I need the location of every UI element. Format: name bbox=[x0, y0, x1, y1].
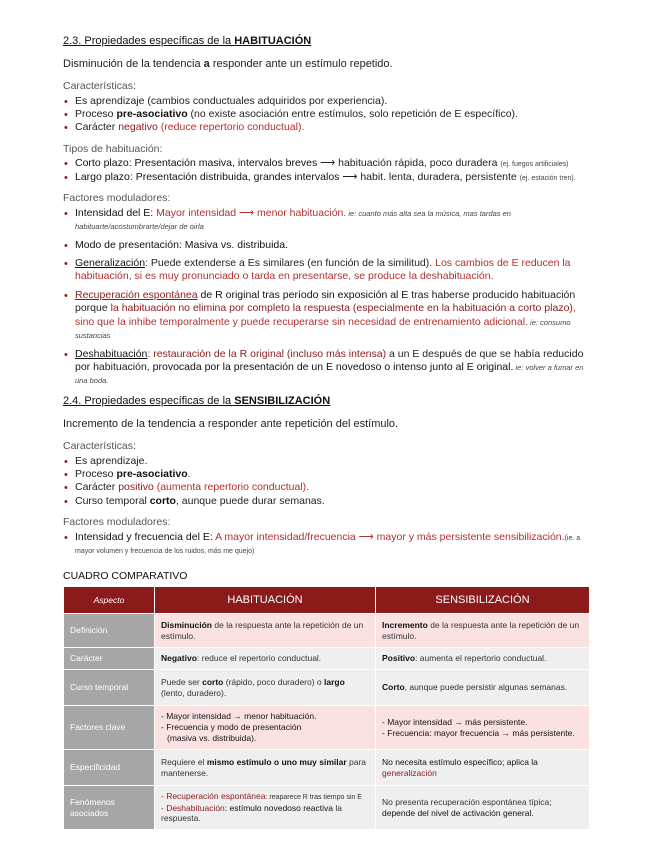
row-label: Especificidad bbox=[64, 750, 155, 786]
list-item: • Es aprendizaje (cambios conductuales adquiridos por experiencia). bbox=[63, 95, 593, 108]
list-item: • Proceso pre-asociativo (no existe asociación entre estímulos, solo repetición de E específico). bbox=[63, 108, 593, 121]
list-item: • Intensidad y frecuencia del E: A mayor intensidad/frecuencia ⟶ mayor y más persistente sensibilización.(ie. a mayor volumen y frecuencia de los ruidos, más me quejo) bbox=[63, 531, 593, 558]
cell-habituation: - Mayor intensidad → menor habituación. - Frecuencia y modo de presentación (masiva vs. distribuida). bbox=[155, 706, 376, 750]
list-item: • Carácter negativo (reduce repertorio conductual). bbox=[63, 121, 593, 134]
list-item: • Modo de presentación: Masiva vs. distribuida. bbox=[63, 239, 593, 252]
habituation-factors-label: Factores moduladores: bbox=[63, 192, 171, 205]
row-label: Fenómenos asociados bbox=[64, 786, 155, 830]
habituation-types-label: Tipos de habituación: bbox=[63, 142, 163, 155]
list-item: • Deshabituación: restauración de la R original (incluso más intensa) a un E después de que se había reducido por habituación, provocada por la presentación de un E novedoso o intenso junto al E original. ie: volver a fumar en una boda. bbox=[63, 348, 593, 388]
cell-sensitization: Incremento de la respuesta ante la repetición de un estímulo. bbox=[376, 614, 590, 648]
list-item: • Curso temporal corto, aunque puede durar semanas. bbox=[63, 495, 593, 508]
header-sensitization: SENSIBILIZACIÓN bbox=[376, 587, 590, 614]
cell-habituation: Negativo: reduce el repertorio conductual. bbox=[155, 648, 376, 670]
table-row bbox=[64, 614, 590, 648]
sensitization-section-title: 2.4. Propiedades específicas de la SENSIBILIZACIÓN bbox=[63, 394, 331, 407]
cell-sensitization: No presenta recuperación espontánea típica; depende del nivel de activación general. bbox=[376, 786, 590, 830]
habituation-types-list bbox=[63, 157, 593, 184]
row-label: Curso temporal bbox=[64, 670, 155, 706]
habituation-section-title: 2.3. Propiedades específicas de la HABITUACIÓN bbox=[63, 35, 312, 47]
habituation-characteristics-list bbox=[63, 95, 593, 135]
list-item: • Generalización: Puede extenderse a Es similares (en función de la similitud). Los cambios de E reducen la habituación, si es muy pronunciado o tarda en presentarse, se produce la deshabituación. bbox=[63, 257, 593, 284]
table-row bbox=[64, 670, 590, 706]
document-page bbox=[63, 34, 593, 830]
header-aspect: Aspecto bbox=[64, 587, 155, 614]
habituation-characteristics-label: Características: bbox=[63, 80, 136, 93]
table-row bbox=[64, 750, 590, 786]
cell-habituation: Requiere el mismo estímulo o uno muy similar para mantenerse. bbox=[155, 750, 376, 786]
sensitization-characteristics-list bbox=[63, 455, 593, 509]
list-item: • Es aprendizaje. bbox=[63, 455, 593, 468]
cell-habituation: - Recuperación espontánea: reaparece R tras tiempo sin E - Deshabituación: estímulo novedoso reactiva la respuesta. bbox=[155, 786, 376, 830]
sensitization-factors-label: Factores moduladores: bbox=[63, 516, 171, 529]
cell-sensitization: - Mayor intensidad → más persistente. - Frecuencia: mayor frecuencia → más persistente. bbox=[376, 706, 590, 750]
list-item: • Largo plazo: Presentación distribuida, grandes intervalos ⟶ habit. lenta, duradera, persistente (ej. estación tren). bbox=[63, 171, 593, 184]
header-habituation: HABITUACIÓN bbox=[155, 587, 376, 614]
list-item: • Proceso pre-asociativo. bbox=[63, 468, 593, 481]
habituation-factors-list bbox=[63, 207, 593, 388]
list-item: • Carácter positivo (aumenta repertorio conductual). bbox=[63, 481, 593, 494]
table-header-row bbox=[64, 587, 590, 614]
list-item: • Intensidad del E: Mayor intensidad ⟶ menor habituación. ie: cuanto más alta sea la música, mas tardas en habituarte/acostumbrarte/dejar de oirla bbox=[63, 207, 593, 234]
cell-sensitization: No necesita estímulo específico; aplica la generalización bbox=[376, 750, 590, 786]
cell-habituation: Disminución de la respuesta ante la repetición de un estímulo. bbox=[155, 614, 376, 648]
cell-sensitization: Corto, aunque puede persistir algunas semanas. bbox=[376, 670, 590, 706]
list-item: • Corto plazo: Presentación masiva, intervalos breves ⟶ habituación rápida, poco duradera (ej. fuegos artificiales) bbox=[63, 157, 593, 170]
table-row bbox=[64, 786, 590, 830]
sensitization-factors-list bbox=[63, 531, 593, 558]
table-row bbox=[64, 706, 590, 750]
row-label: Factores clave bbox=[64, 706, 155, 750]
comparison-table bbox=[63, 586, 590, 830]
cell-sensitization: Positivo: aumenta el repertorio conductual. bbox=[376, 648, 590, 670]
comparison-table-caption: CUADRO COMPARATIVO bbox=[63, 569, 188, 582]
row-label: Definición bbox=[64, 614, 155, 648]
sensitization-definition: Incremento de la tendencia a responder ante repetición del estímulo. bbox=[63, 417, 399, 430]
habituation-definition: Disminución de la tendencia a responder ante un estímulo repetido. bbox=[63, 58, 393, 71]
row-label: Carácter bbox=[64, 648, 155, 670]
sensitization-characteristics-label: Características: bbox=[63, 440, 136, 453]
list-item: • Recuperación espontánea de R original tras período sin exposición al E tras haberse producido habituación porque la habituación no elimina por completo la respuesta (especialmente en la habituación a corto plazo), sino que la inhibe temporalmente y puede recuperarse sin necesidad de entrenamiento adicional. ie: consumo sustancias bbox=[63, 289, 593, 343]
cell-habituation: Puede ser corto (rápido, poco duradero) o largo (lento, duradero). bbox=[155, 670, 376, 706]
table-row bbox=[64, 648, 590, 670]
